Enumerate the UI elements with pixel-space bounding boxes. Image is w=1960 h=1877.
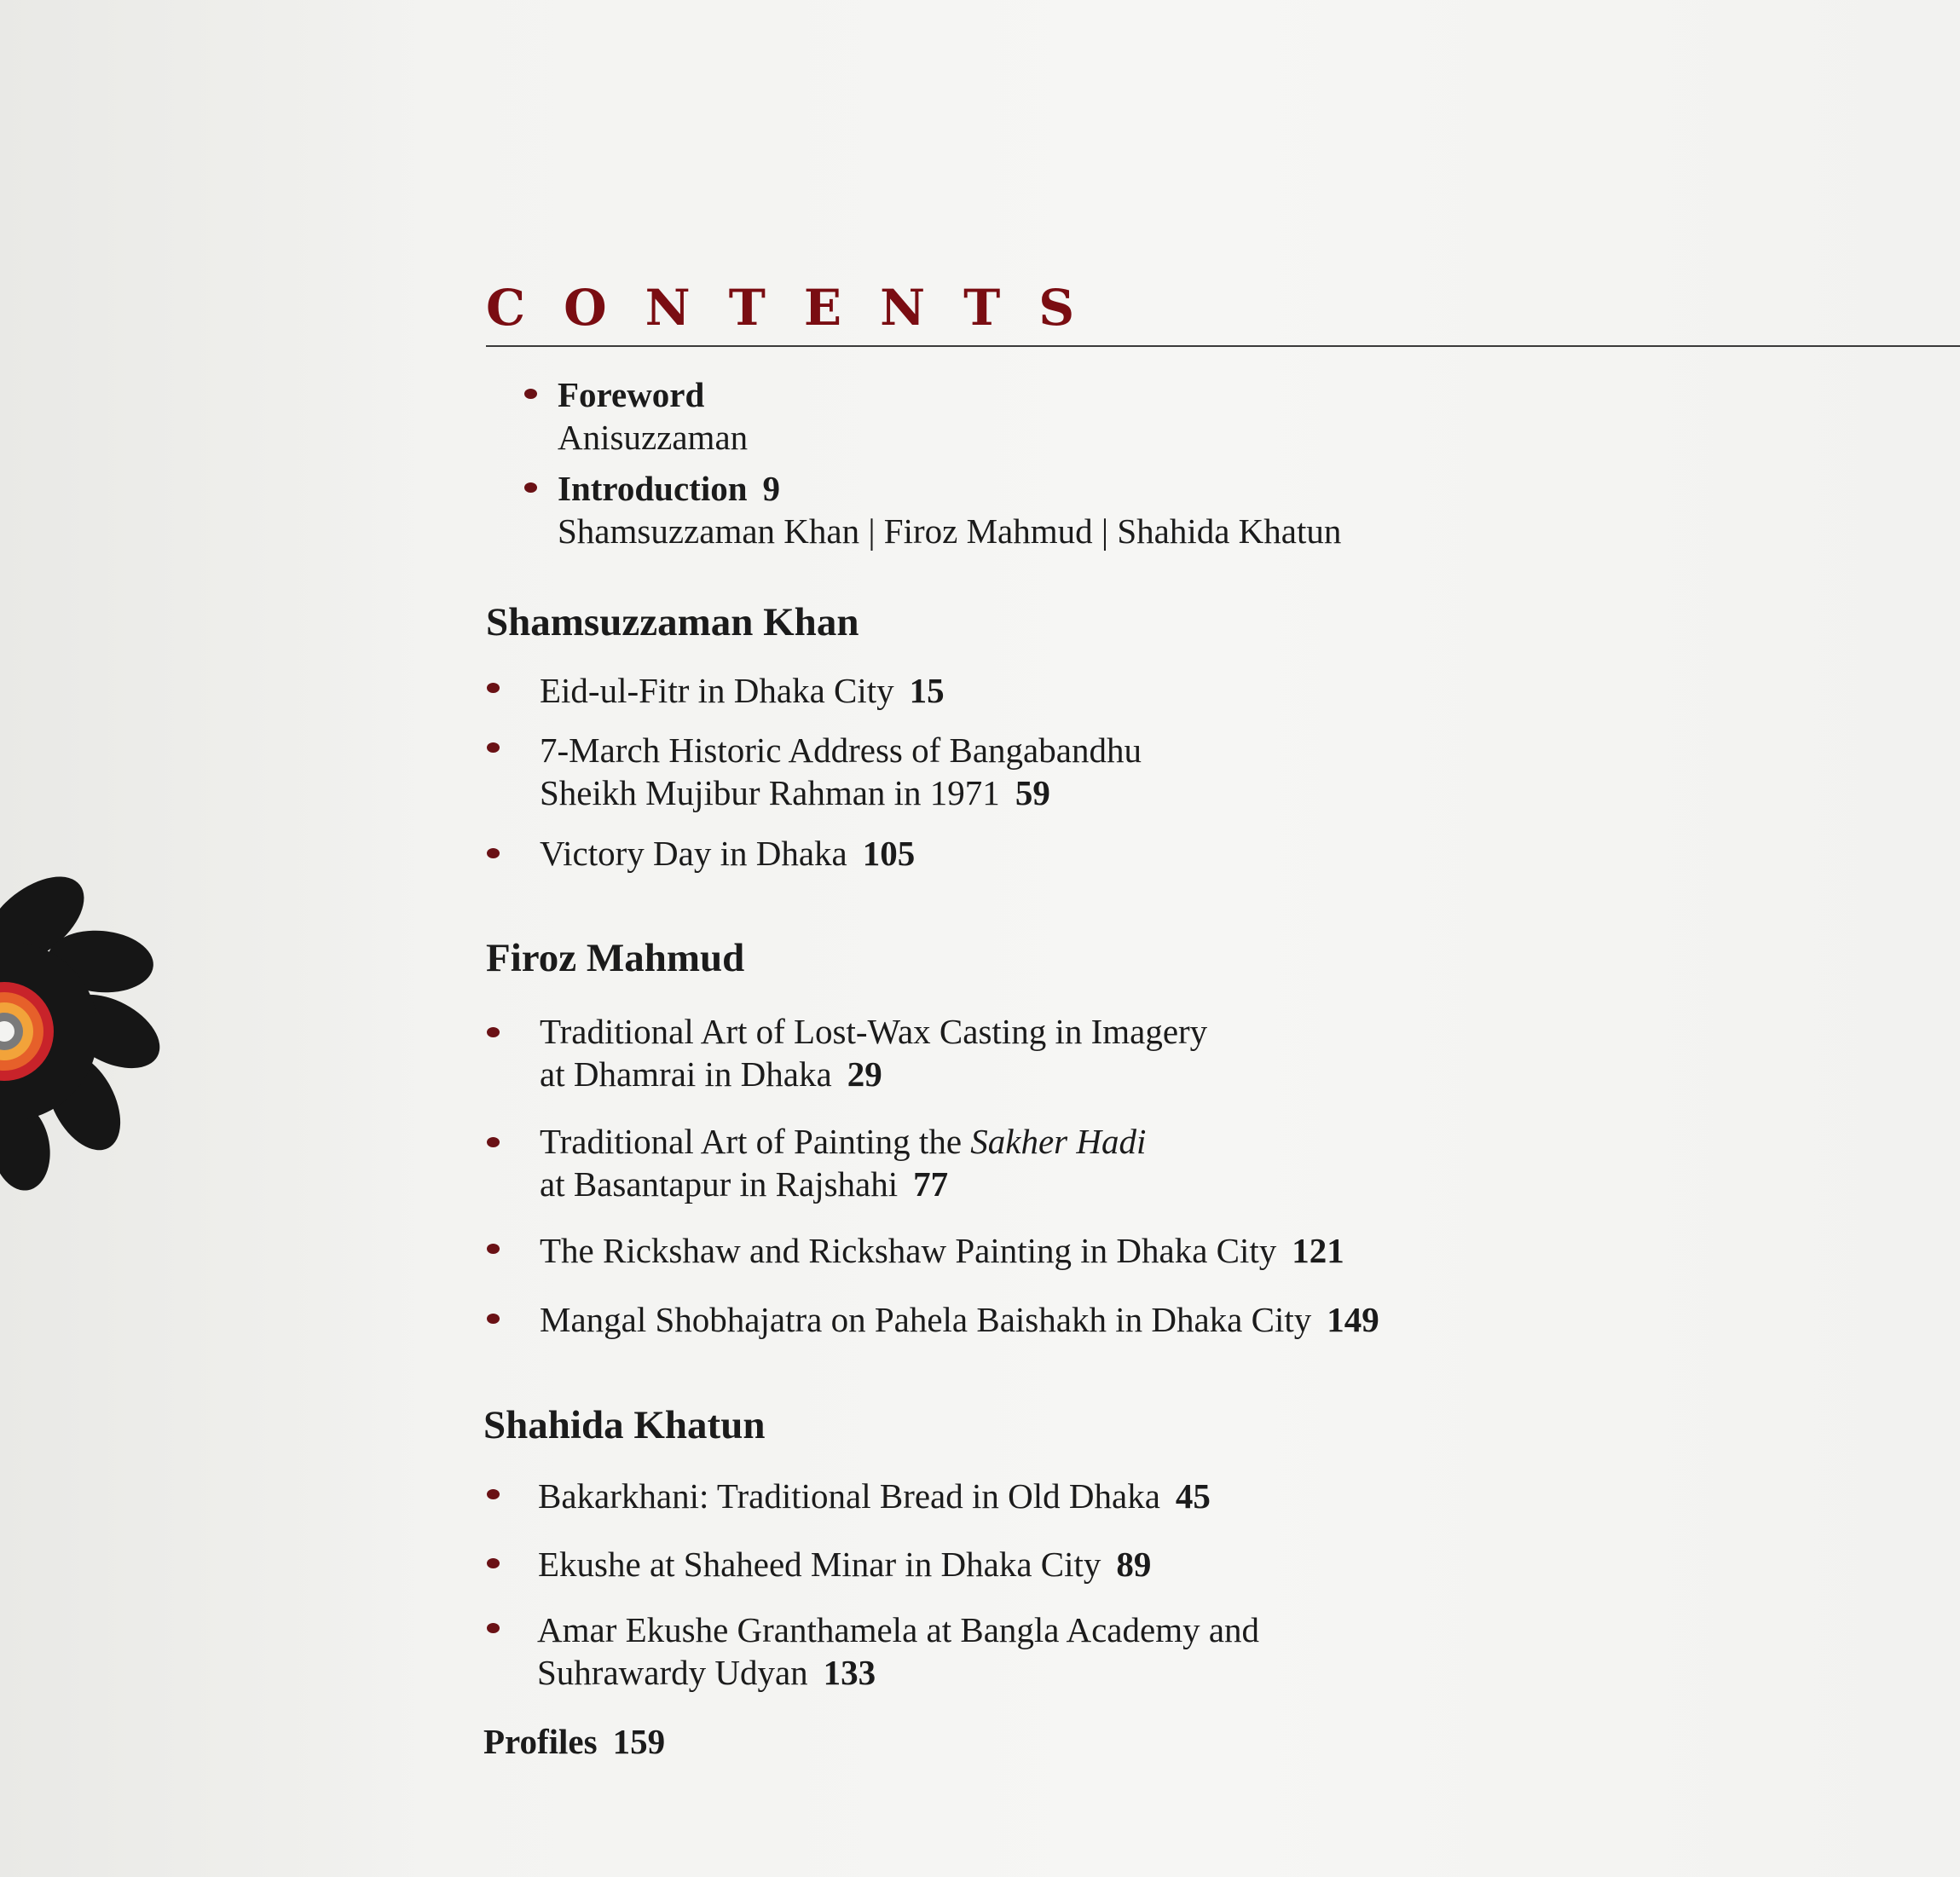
bullet-icon — [487, 1314, 500, 1324]
entry-title: The Rickshaw and Rickshaw Painting in Dhaka City — [540, 1231, 1277, 1270]
foreword-entry — [558, 373, 748, 459]
section-heading-shamsuzzaman-khan: Shamsuzzaman Khan — [486, 600, 859, 644]
bullet-icon — [487, 1244, 500, 1254]
bullet-icon — [487, 742, 500, 753]
entry-title: Mangal Shobhajatra on Pahela Baishakh in Dhaka City — [540, 1300, 1312, 1339]
introduction-authors: Shamsuzzaman Khan | Firoz Mahmud | Shahida Khatun — [558, 511, 1342, 551]
toc-entry — [540, 729, 1142, 814]
introduction-entry — [558, 467, 1341, 552]
bullet-icon — [487, 1489, 500, 1499]
entry-title-continued: at Dhamrai in Dhaka — [540, 1054, 832, 1094]
toc-entry — [540, 1010, 1207, 1095]
entry-title-continued: at Basantapur in Rajshahi — [540, 1164, 899, 1204]
toc-entry — [540, 669, 945, 712]
bullet-icon — [487, 683, 500, 693]
page-number: 159 — [612, 1722, 666, 1761]
toc-entry — [540, 832, 915, 875]
bullet-icon — [487, 1027, 500, 1037]
heading-rule — [486, 345, 1960, 347]
bullet-icon — [487, 1137, 500, 1147]
section-heading-firoz-mahmud: Firoz Mahmud — [486, 936, 745, 980]
entry-title: Ekushe at Shaheed Minar in Dhaka City — [538, 1545, 1101, 1584]
bullet-icon — [487, 1623, 500, 1633]
foreword-title: Foreword — [558, 375, 705, 414]
entry-title: Bakarkhani: Traditional Bread in Old Dhaka — [538, 1476, 1160, 1516]
entry-title: Eid-ul-Fitr in Dhaka City — [540, 671, 894, 710]
bullet-icon — [487, 848, 500, 858]
profiles-entry — [483, 1720, 665, 1763]
toc-entry — [538, 1475, 1211, 1517]
bullet-icon — [524, 389, 537, 399]
page-number: 121 — [1292, 1231, 1344, 1270]
entry-title: Traditional Art of Lost-Wax Casting in Imagery — [540, 1012, 1208, 1051]
entry-title: Traditional Art of Painting the — [540, 1122, 963, 1161]
page-number: 89 — [1116, 1545, 1152, 1584]
entry-title-italic: Sakher Hadi — [970, 1122, 1147, 1161]
page-number: 59 — [1015, 773, 1050, 812]
section-heading-shahida-khatun: Shahida Khatun — [483, 1403, 766, 1447]
entry-title: 7-March Historic Address of Bangabandhu — [540, 731, 1142, 770]
page-number: 105 — [862, 834, 916, 873]
toc-entry — [537, 1608, 1259, 1694]
bullet-icon — [487, 1558, 500, 1568]
introduction-title: Introduction — [558, 469, 748, 508]
toc-entry — [540, 1120, 1146, 1205]
page-number: 77 — [913, 1164, 949, 1204]
toc-entry — [538, 1543, 1151, 1585]
flower-motif-icon — [0, 861, 171, 1202]
entry-title: Victory Day in Dhaka — [540, 834, 847, 873]
page-number: 9 — [762, 469, 781, 508]
toc-entry — [540, 1229, 1344, 1272]
page-number: 133 — [823, 1653, 876, 1692]
page-number: 15 — [909, 671, 945, 710]
profiles-title: Profiles — [483, 1722, 598, 1761]
entry-title-continued: Suhrawardy Udyan — [537, 1653, 808, 1692]
entry-title: Amar Ekushe Granthamela at Bangla Academy and — [537, 1610, 1260, 1649]
entry-title-continued: Sheikh Mujibur Rahman in 1971 — [540, 773, 1000, 812]
bullet-icon — [524, 482, 537, 493]
foreword-author: Anisuzzaman — [558, 418, 749, 457]
contents-heading: CONTENTS — [486, 279, 1113, 337]
page-number: 29 — [847, 1054, 882, 1094]
page-number: 149 — [1327, 1300, 1379, 1339]
page-number: 45 — [1175, 1476, 1211, 1516]
toc-entry — [540, 1298, 1379, 1341]
